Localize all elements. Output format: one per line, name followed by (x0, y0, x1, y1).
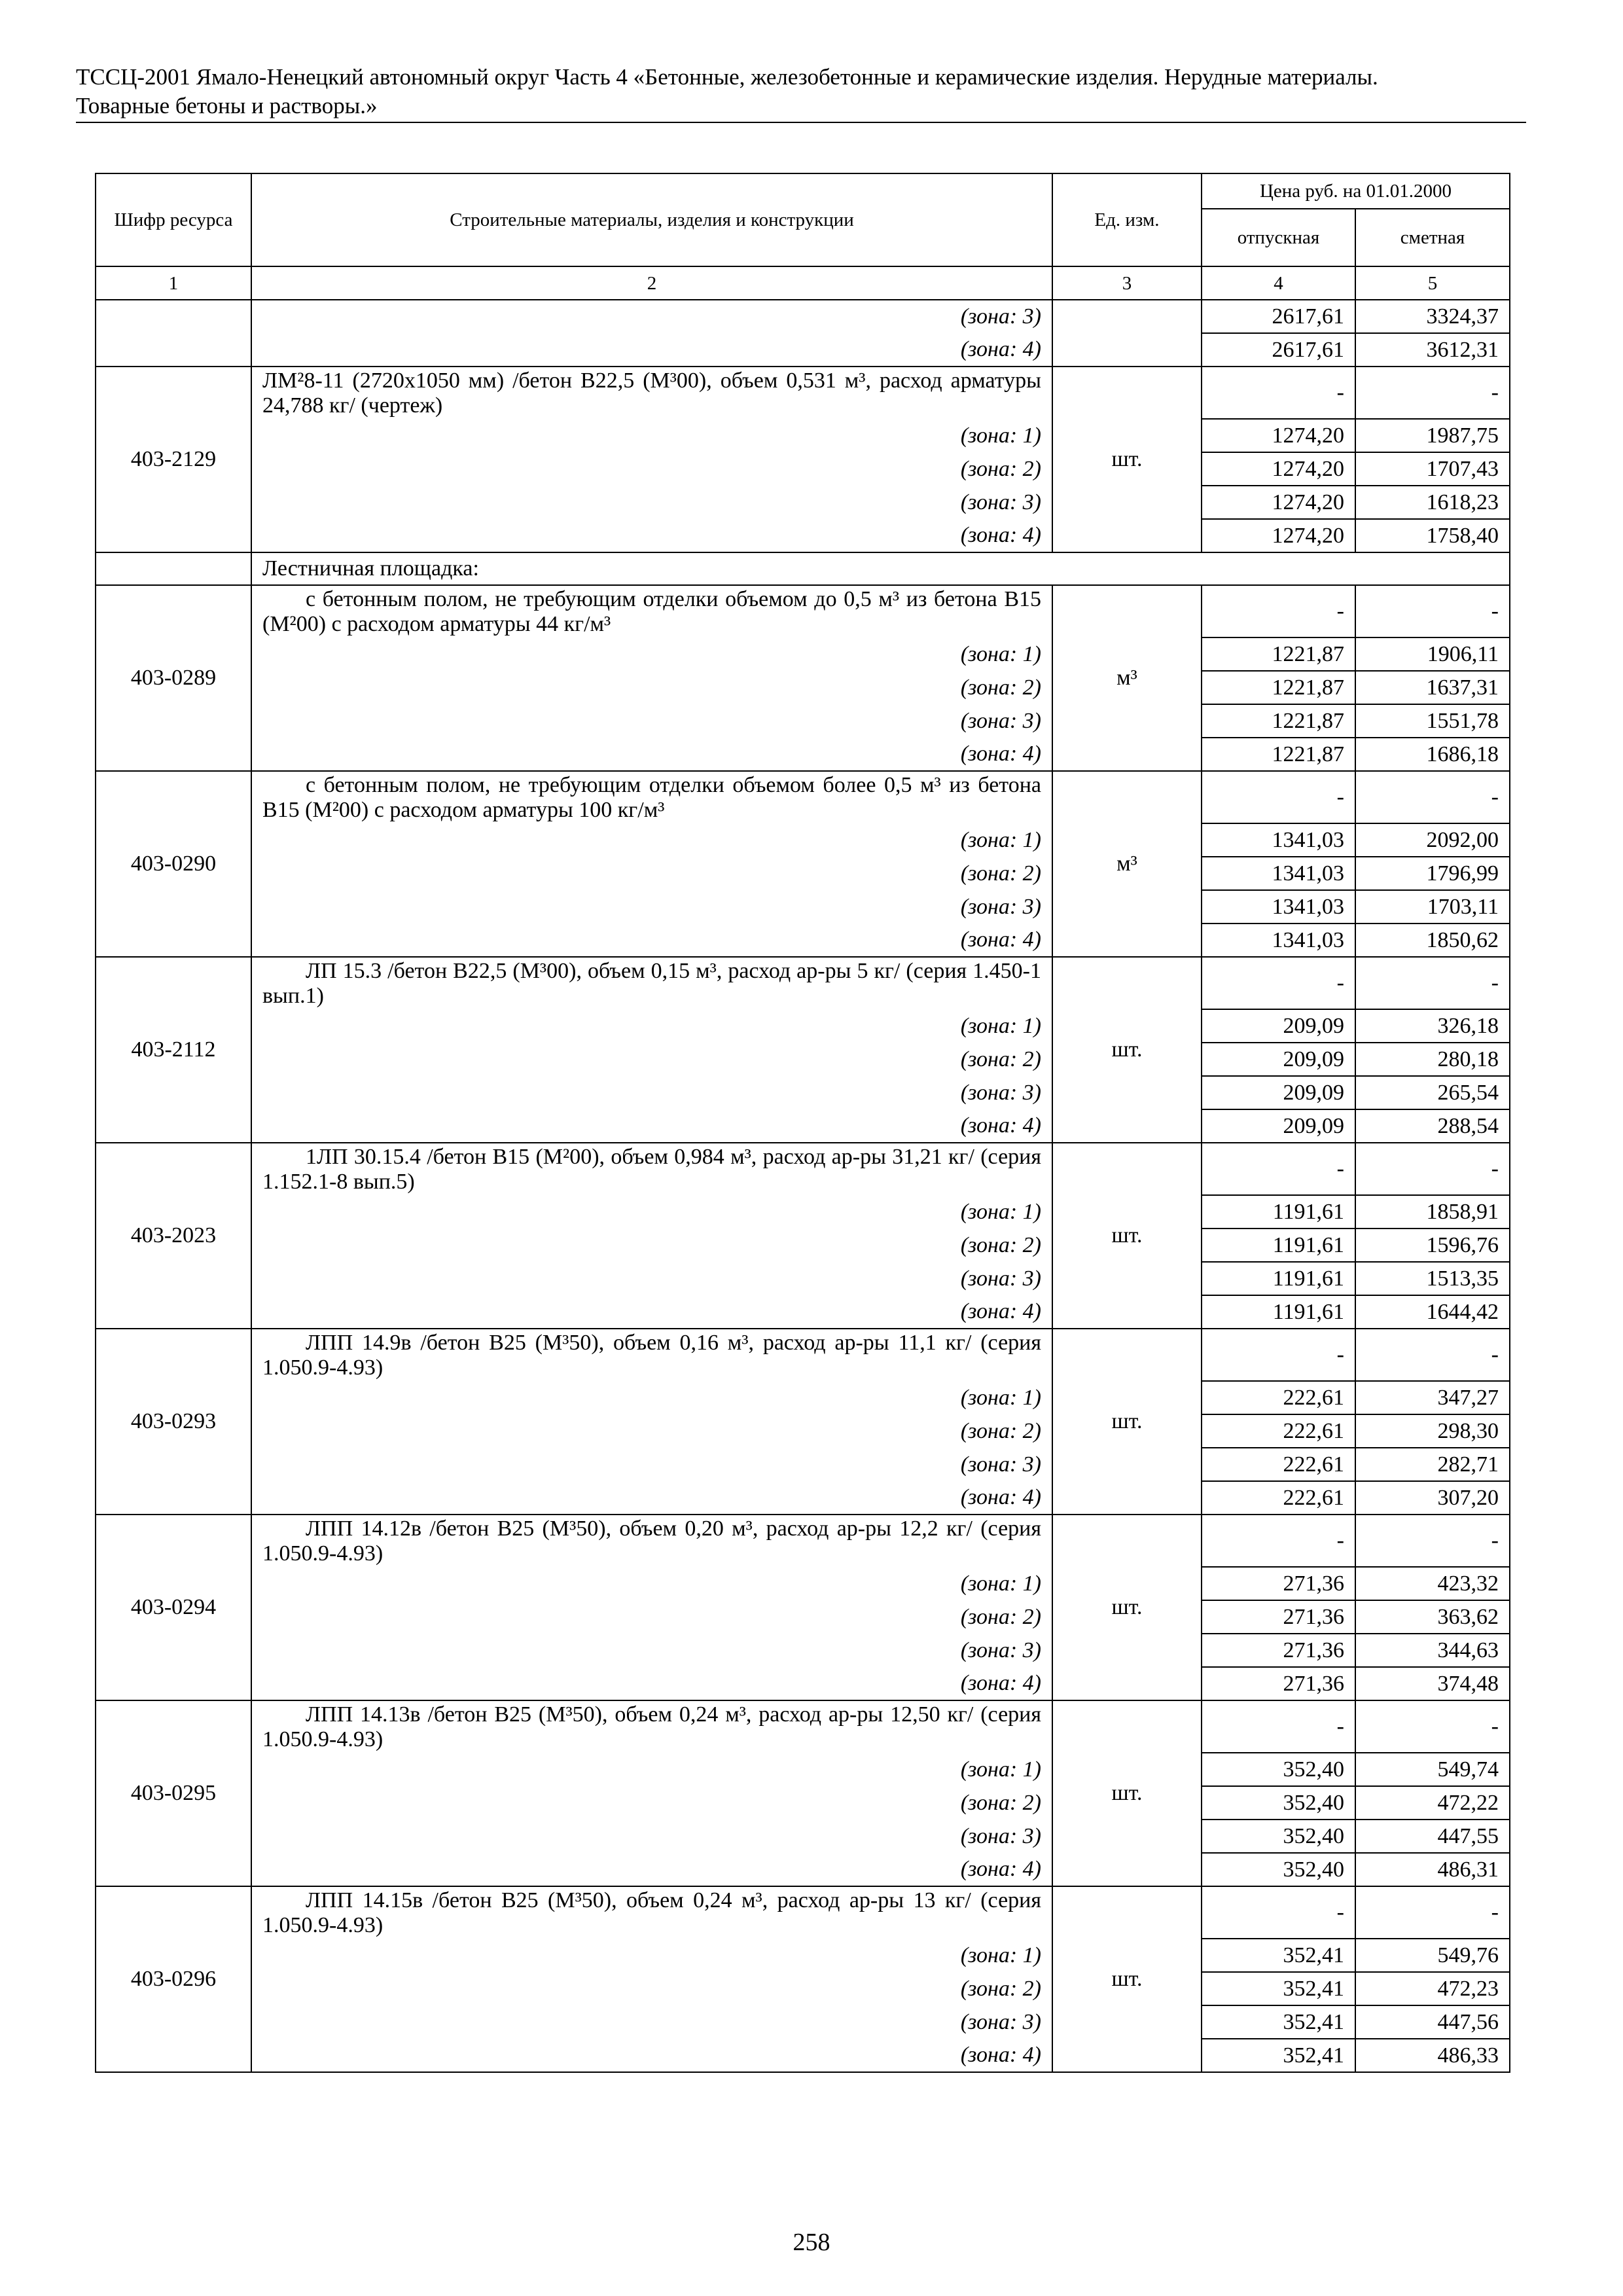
table-row (96, 857, 1510, 890)
release-price: 271,36 (1202, 1667, 1355, 1700)
table-row (96, 2005, 1510, 2039)
estimate-price: - (1355, 585, 1510, 637)
table-row (96, 452, 1510, 486)
estimate-price: 298,30 (1355, 1414, 1510, 1448)
unit-cell: шт. (1052, 1515, 1202, 1700)
table-row (96, 890, 1510, 924)
release-price: 1341,03 (1202, 857, 1355, 890)
item-description: ЛПП 14.12в /бетон В25 (М³50), объем 0,20 м³, расход ар-ры 12,2 кг/ (серия 1.050.9-4.93) (251, 1515, 1052, 1567)
zone-label: (зона: 3) (251, 486, 1052, 519)
release-price: 209,09 (1202, 1009, 1355, 1043)
estimate-price: 1644,42 (1355, 1295, 1510, 1329)
table-row (96, 823, 1510, 857)
zone-label: (зона: 2) (251, 452, 1052, 486)
release-price: - (1202, 367, 1355, 419)
resource-code: 403-0289 (96, 585, 251, 771)
unit-cell: шт. (1052, 1886, 1202, 2072)
table-row (96, 637, 1510, 671)
table-row (96, 419, 1510, 452)
zone-label: (зона: 4) (251, 1295, 1052, 1329)
col-number: 5 (1355, 266, 1510, 300)
resource-code: 403-0295 (96, 1700, 251, 1886)
release-price: 1274,20 (1202, 519, 1355, 552)
zone-label: (зона: 3) (251, 1820, 1052, 1853)
resource-code: 403-2112 (96, 957, 251, 1143)
zone-label: (зона: 2) (251, 1600, 1052, 1634)
table-row (96, 1262, 1510, 1295)
table-row (96, 1600, 1510, 1634)
zone-label: (зона: 3) (251, 890, 1052, 924)
item-description: ЛМ²8-11 (2720х1050 мм) /бетон В22,5 (М³00), объем 0,531 м³, расход арматуры 24,788 кг/ (чертеж) (251, 367, 1052, 419)
release-price: - (1202, 1886, 1355, 1939)
col-header-code: Шифр ресурса (96, 173, 251, 266)
unit-cell: шт. (1052, 1143, 1202, 1329)
zone-label: (зона: 1) (251, 1009, 1052, 1043)
table-row (96, 1634, 1510, 1667)
estimate-price: 280,18 (1355, 1043, 1510, 1076)
table-row (96, 1753, 1510, 1786)
estimate-price: 265,54 (1355, 1076, 1510, 1109)
zone-label: (зона: 4) (251, 1109, 1052, 1143)
col-header-unit: Ед. изм. (1052, 173, 1202, 266)
release-price: - (1202, 585, 1355, 637)
resource-code: 403-2129 (96, 367, 251, 552)
release-price: - (1202, 1143, 1355, 1195)
estimate-price: 3324,37 (1355, 300, 1510, 333)
zone-label: (зона: 4) (251, 924, 1052, 957)
release-price: 1341,03 (1202, 890, 1355, 924)
table-row (96, 1043, 1510, 1076)
release-price: 271,36 (1202, 1634, 1355, 1667)
table-row (96, 486, 1510, 519)
zone-label: (зона: 2) (251, 1229, 1052, 1262)
release-price: 222,61 (1202, 1481, 1355, 1515)
estimate-price: 1987,75 (1355, 419, 1510, 452)
estimate-price: 344,63 (1355, 1634, 1510, 1667)
release-price: 352,40 (1202, 1820, 1355, 1853)
estimate-price: 1858,91 (1355, 1195, 1510, 1229)
item-description: ЛПП 14.9в /бетон В25 (М³50), объем 0,16 м³, расход ар-ры 11,1 кг/ (серия 1.050.9-4.93) (251, 1329, 1052, 1381)
estimate-price: 486,33 (1355, 2039, 1510, 2072)
release-price: 1274,20 (1202, 452, 1355, 486)
resource-code: 403-0290 (96, 771, 251, 957)
table-row (96, 1853, 1510, 1886)
release-price: 271,36 (1202, 1600, 1355, 1634)
estimate-price: 363,62 (1355, 1600, 1510, 1634)
estimate-price: 307,20 (1355, 1481, 1510, 1515)
table-row (96, 1515, 1510, 1567)
table-row (96, 1229, 1510, 1262)
zone-label: (зона: 4) (251, 738, 1052, 771)
release-price: 209,09 (1202, 1043, 1355, 1076)
release-price: - (1202, 1700, 1355, 1753)
table-row (96, 1972, 1510, 2005)
release-price: 1191,61 (1202, 1295, 1355, 1329)
estimate-price: 447,55 (1355, 1820, 1510, 1853)
table-body (96, 300, 1510, 2072)
estimate-price: 472,23 (1355, 1972, 1510, 2005)
table-row (96, 1820, 1510, 1853)
table-row (96, 519, 1510, 552)
table-row (96, 1195, 1510, 1229)
table-row (96, 1295, 1510, 1329)
zone-label: (зона: 3) (251, 1262, 1052, 1295)
zone-label: (зона: 2) (251, 857, 1052, 890)
release-price: 1341,03 (1202, 823, 1355, 857)
table-row (96, 738, 1510, 771)
section-row (96, 552, 1510, 585)
table-row (96, 333, 1510, 367)
item-description: 1ЛП 30.15.4 /бетон В15 (М²00), объем 0,984 м³, расход ар-ры 31,21 кг/ (серия 1.152.1-8 вып.5) (251, 1143, 1052, 1195)
header-rule (76, 122, 1526, 123)
zone-label: (зона: 2) (251, 1043, 1052, 1076)
item-description: с бетонным полом, не требующим отделки объемом до 0,5 м³ из бетона В15 (М²00) с расходом арматуры 44 кг/м³ (251, 585, 1052, 637)
resource-code: 403-2023 (96, 1143, 251, 1329)
estimate-price: 1596,76 (1355, 1229, 1510, 1262)
zone-label: (зона: 4) (251, 333, 1052, 367)
release-price: 2617,61 (1202, 333, 1355, 367)
estimate-price: - (1355, 1886, 1510, 1939)
estimate-price: 1551,78 (1355, 704, 1510, 738)
table-row (96, 1448, 1510, 1481)
resource-code: 403-0294 (96, 1515, 251, 1700)
zone-label: (зона: 1) (251, 1939, 1052, 1972)
release-price: 1221,87 (1202, 671, 1355, 704)
zone-label: (зона: 1) (251, 823, 1052, 857)
unit-cell: м³ (1052, 771, 1202, 957)
table-row (96, 924, 1510, 957)
release-price: 352,41 (1202, 2039, 1355, 2072)
table-row (96, 1009, 1510, 1043)
col-header-price: Цена руб. на 01.01.2000 (1202, 173, 1510, 209)
estimate-price: 486,31 (1355, 1853, 1510, 1886)
estimate-price: 1637,31 (1355, 671, 1510, 704)
table-row (96, 1109, 1510, 1143)
estimate-price: 2092,00 (1355, 823, 1510, 857)
header-line-1: ТССЦ-2001 Ямало-Ненецкий автономный округ Часть 4 «Бетонные, железобетонные и керамические изделия. Нерудные материалы. (76, 64, 1378, 90)
estimate-price: 472,22 (1355, 1786, 1510, 1820)
release-price: 352,41 (1202, 2005, 1355, 2039)
release-price: 352,41 (1202, 1972, 1355, 2005)
release-price: 352,40 (1202, 1853, 1355, 1886)
release-price: 1191,61 (1202, 1195, 1355, 1229)
unit-cell: шт. (1052, 957, 1202, 1143)
table-row (96, 957, 1510, 1009)
table-row (96, 1481, 1510, 1515)
release-price: 1191,61 (1202, 1229, 1355, 1262)
release-price: 1274,20 (1202, 419, 1355, 452)
col-number: 2 (251, 266, 1052, 300)
table-row (96, 671, 1510, 704)
estimate-price: 447,56 (1355, 2005, 1510, 2039)
table-row (96, 300, 1510, 333)
zone-label: (зона: 4) (251, 1481, 1052, 1515)
table-row (96, 1076, 1510, 1109)
zone-label: (зона: 4) (251, 2039, 1052, 2072)
unit-cell: шт. (1052, 1700, 1202, 1886)
estimate-price: 1707,43 (1355, 452, 1510, 486)
estimate-price: 1850,62 (1355, 924, 1510, 957)
zone-label: (зона: 1) (251, 1195, 1052, 1229)
release-price: 222,61 (1202, 1414, 1355, 1448)
estimate-price: 549,76 (1355, 1939, 1510, 1972)
release-price: 352,41 (1202, 1939, 1355, 1972)
col-header-estimate: сметная (1355, 209, 1510, 266)
table-row (96, 704, 1510, 738)
estimate-price: 347,27 (1355, 1381, 1510, 1414)
item-description: с бетонным полом, не требующим отделки объемом более 0,5 м³ из бетона В15 (М²00) с расходом арматуры 100 кг/м³ (251, 771, 1052, 823)
release-price: - (1202, 1515, 1355, 1567)
zone-label: (зона: 3) (251, 1076, 1052, 1109)
table-row (96, 1414, 1510, 1448)
estimate-price: 1686,18 (1355, 738, 1510, 771)
zone-label: (зона: 4) (251, 1853, 1052, 1886)
estimate-price: 1796,99 (1355, 857, 1510, 890)
table-row (96, 1886, 1510, 1939)
estimate-price: 549,74 (1355, 1753, 1510, 1786)
estimate-price: - (1355, 1700, 1510, 1753)
estimate-price: 1513,35 (1355, 1262, 1510, 1295)
estimate-price: - (1355, 1515, 1510, 1567)
release-price: 271,36 (1202, 1567, 1355, 1600)
release-price: 1221,87 (1202, 637, 1355, 671)
item-description: ЛПП 14.13в /бетон В25 (М³50), объем 0,24 м³, расход ар-ры 12,50 кг/ (серия 1.050.9-4.93) (251, 1700, 1052, 1753)
release-price: 1191,61 (1202, 1262, 1355, 1295)
table-row (96, 1567, 1510, 1600)
page-number: 258 (793, 2229, 830, 2256)
item-description: ЛПП 14.15в /бетон В25 (М³50), объем 0,24 м³, расход ар-ры 13 кг/ (серия 1.050.9-4.93) (251, 1886, 1052, 1939)
estimate-price: - (1355, 771, 1510, 823)
zone-label: (зона: 4) (251, 1667, 1052, 1700)
release-price: 2617,61 (1202, 300, 1355, 333)
release-price: - (1202, 771, 1355, 823)
section-label: Лестничная площадка: (251, 552, 1510, 585)
release-price: - (1202, 957, 1355, 1009)
release-price: 209,09 (1202, 1109, 1355, 1143)
estimate-price: 326,18 (1355, 1009, 1510, 1043)
table-row (96, 1143, 1510, 1195)
col-number: 4 (1202, 266, 1355, 300)
col-header-name: Строительные материалы, изделия и конструкции (251, 173, 1052, 266)
estimate-price: - (1355, 367, 1510, 419)
estimate-price: - (1355, 957, 1510, 1009)
table-row (96, 1381, 1510, 1414)
estimate-price: 1906,11 (1355, 637, 1510, 671)
zone-label: (зона: 1) (251, 1381, 1052, 1414)
col-number: 1 (96, 266, 251, 300)
section-code-cell (96, 552, 251, 585)
page-header (76, 63, 1526, 120)
release-price: 222,61 (1202, 1448, 1355, 1481)
release-price: 352,40 (1202, 1753, 1355, 1786)
table-row (96, 1667, 1510, 1700)
zone-label: (зона: 3) (251, 1634, 1052, 1667)
release-price: 1221,87 (1202, 738, 1355, 771)
table-row (96, 1939, 1510, 1972)
zone-label: (зона: 2) (251, 671, 1052, 704)
unit-cell (1052, 300, 1202, 367)
zone-label: (зона: 1) (251, 1567, 1052, 1600)
estimate-price: 3612,31 (1355, 333, 1510, 367)
table-row (96, 585, 1510, 637)
estimate-price: 1703,11 (1355, 890, 1510, 924)
estimate-price: 1758,40 (1355, 519, 1510, 552)
estimate-price: 282,71 (1355, 1448, 1510, 1481)
resource-code: 403-0293 (96, 1329, 251, 1515)
estimate-price: - (1355, 1329, 1510, 1381)
zone-label: (зона: 2) (251, 1414, 1052, 1448)
release-price: 222,61 (1202, 1381, 1355, 1414)
estimate-price: 288,54 (1355, 1109, 1510, 1143)
zone-label: (зона: 2) (251, 1972, 1052, 2005)
estimate-price: 1618,23 (1355, 486, 1510, 519)
estimate-price: 374,48 (1355, 1667, 1510, 1700)
release-price: 1274,20 (1202, 486, 1355, 519)
release-price: 209,09 (1202, 1076, 1355, 1109)
unit-cell: шт. (1052, 367, 1202, 552)
zone-label: (зона: 1) (251, 637, 1052, 671)
estimate-price: 423,32 (1355, 1567, 1510, 1600)
table-row (96, 1329, 1510, 1381)
price-table (95, 173, 1510, 2073)
resource-code (96, 300, 251, 367)
zone-label: (зона: 1) (251, 419, 1052, 452)
release-price: 1221,87 (1202, 704, 1355, 738)
release-price: 352,40 (1202, 1786, 1355, 1820)
table-row (96, 367, 1510, 419)
zone-label: (зона: 4) (251, 519, 1052, 552)
resource-code: 403-0296 (96, 1886, 251, 2072)
header-line-2: Товарные бетоны и растворы.» (76, 93, 378, 118)
zone-label: (зона: 3) (251, 704, 1052, 738)
unit-cell: м³ (1052, 585, 1202, 771)
release-price: 1341,03 (1202, 924, 1355, 957)
table-row (96, 1786, 1510, 1820)
zone-label: (зона: 3) (251, 1448, 1052, 1481)
zone-label: (зона: 3) (251, 300, 1052, 333)
zone-label: (зона: 1) (251, 1753, 1052, 1786)
table-row (96, 2039, 1510, 2072)
zone-label: (зона: 2) (251, 1786, 1052, 1820)
item-description: ЛП 15.3 /бетон В22,5 (М³00), объем 0,15 м³, расход ар-ры 5 кг/ (серия 1.450-1 вып.1) (251, 957, 1052, 1009)
table-row (96, 771, 1510, 823)
col-header-release: отпускная (1202, 209, 1355, 266)
table-row (96, 1700, 1510, 1753)
release-price: - (1202, 1329, 1355, 1381)
unit-cell: шт. (1052, 1329, 1202, 1515)
zone-label: (зона: 3) (251, 2005, 1052, 2039)
col-number: 3 (1052, 266, 1202, 300)
estimate-price: - (1355, 1143, 1510, 1195)
